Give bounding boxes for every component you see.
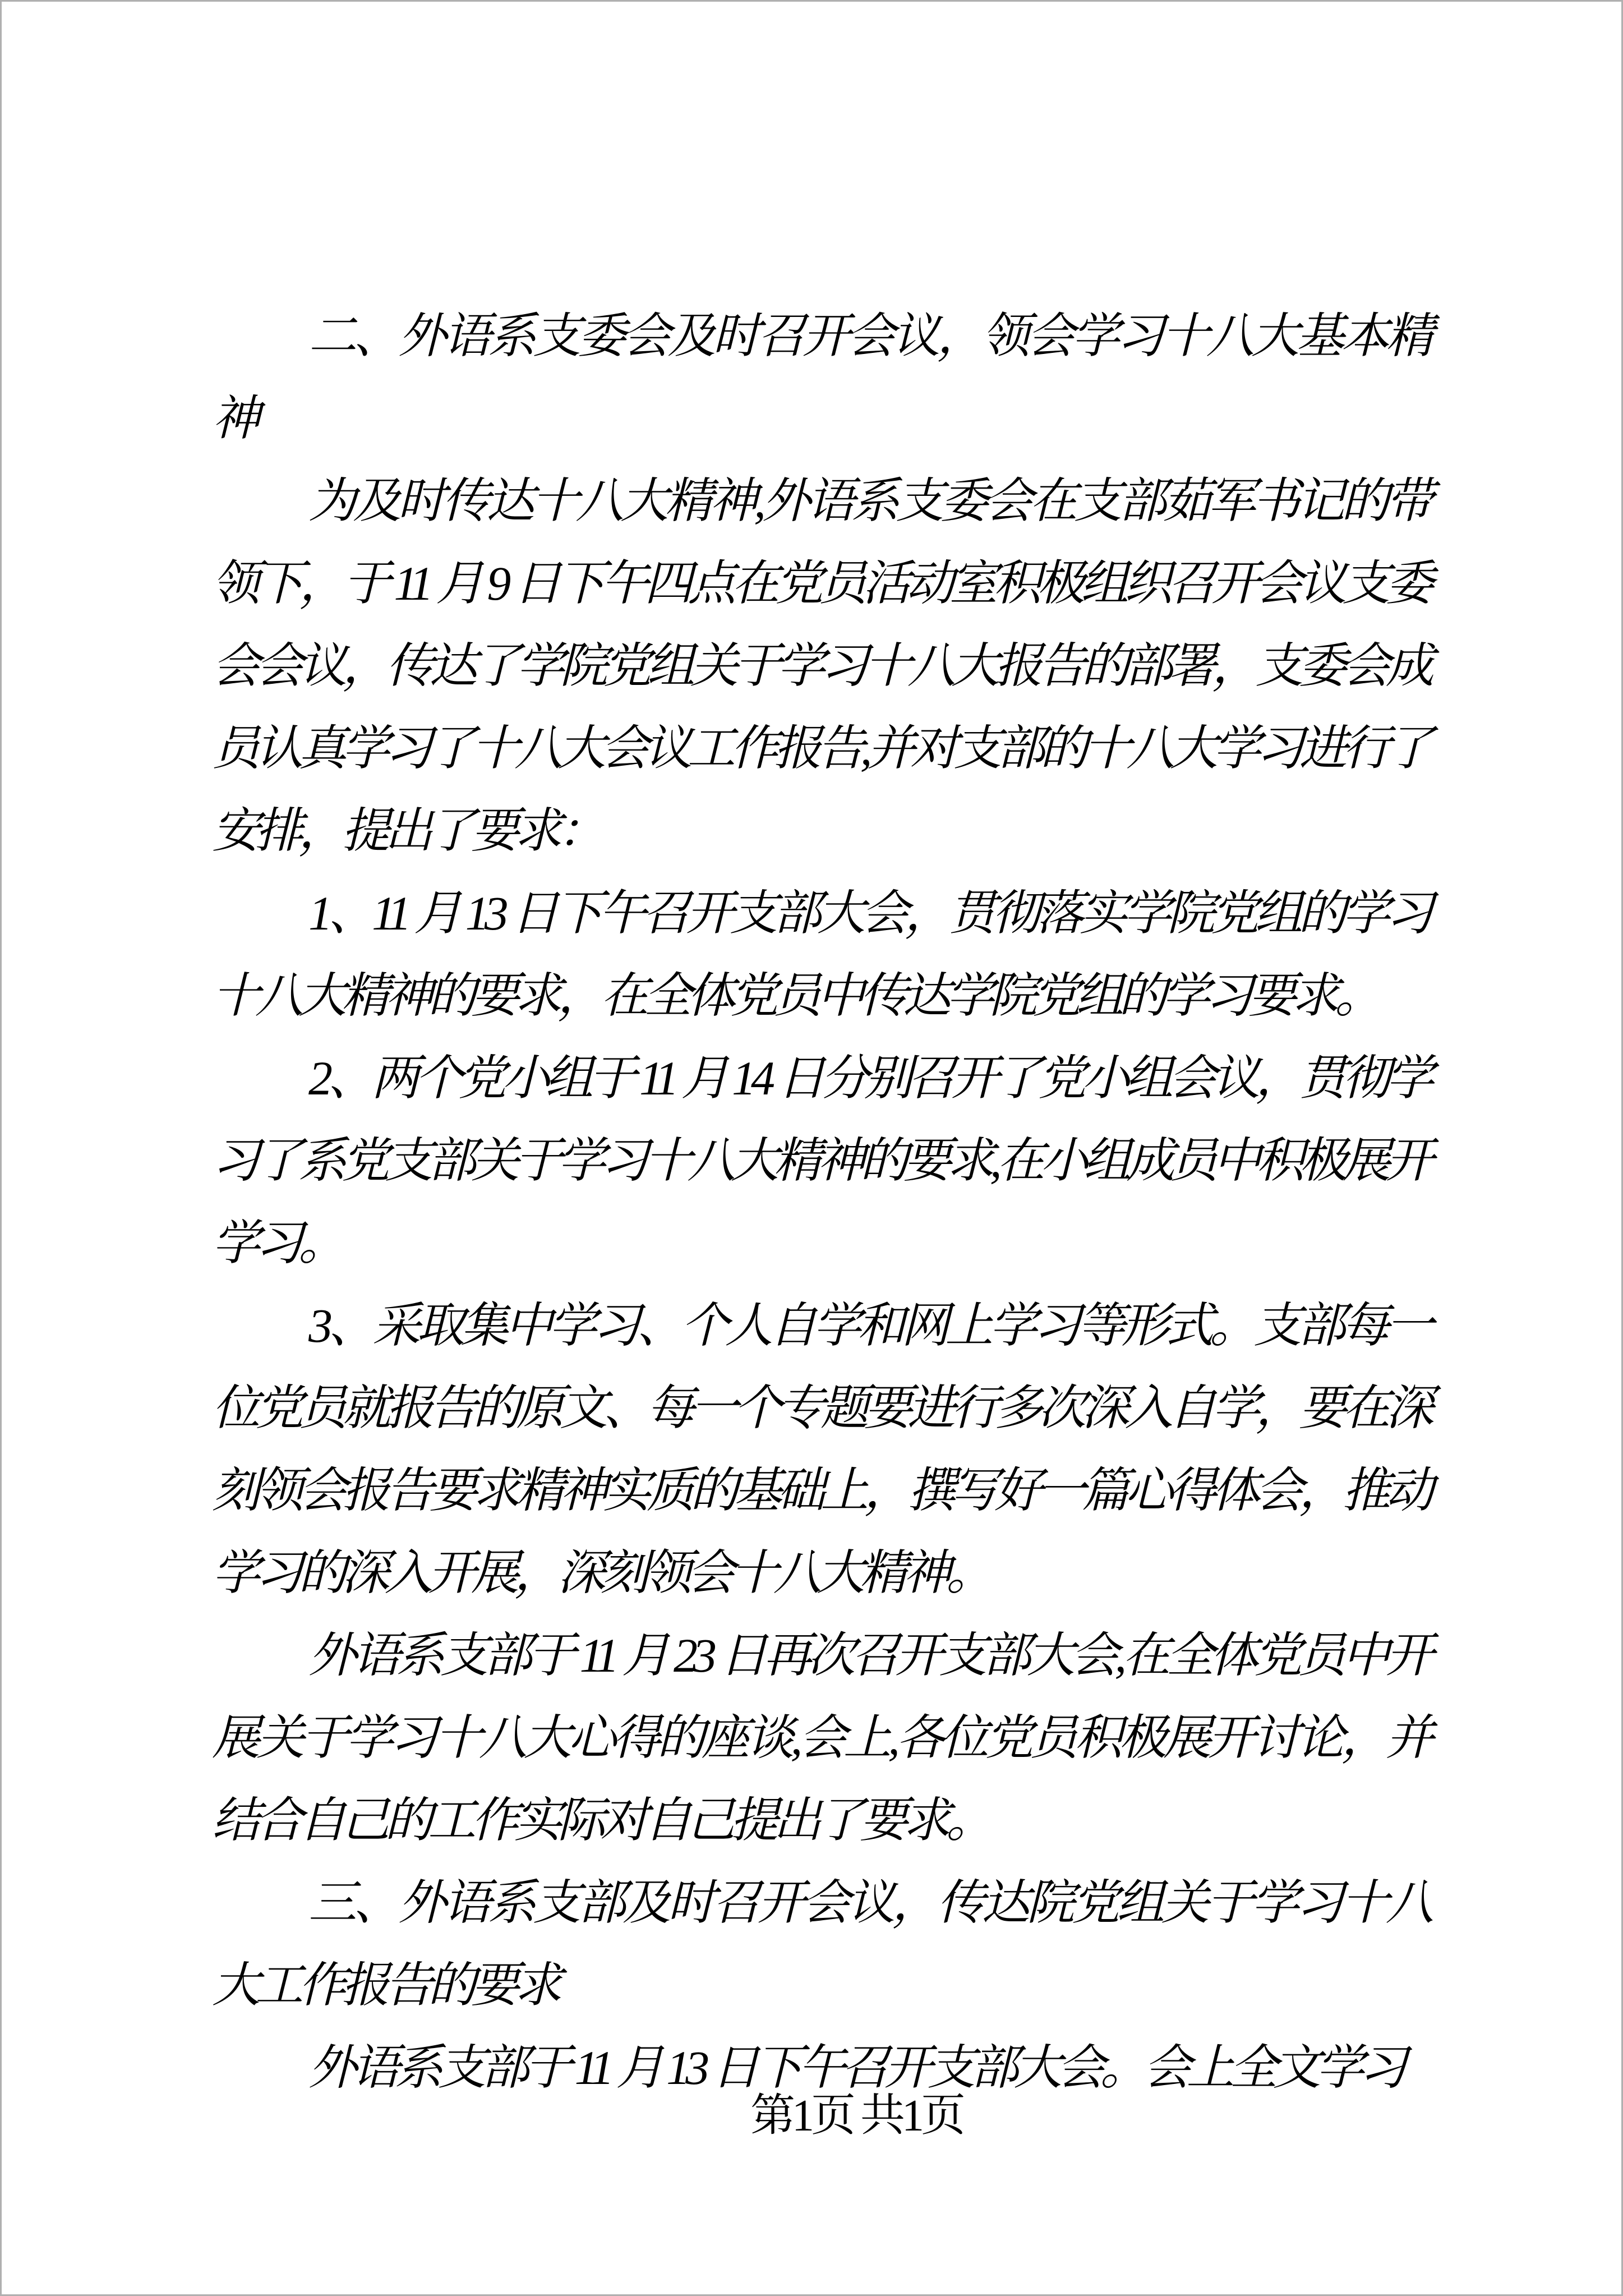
paragraph: 2、两个党小组于 11 月 14 日分别召开了党小组会议，贯彻学习了系党支部关于学习十八大精神的要求,在小组成员中积极展开学习。	[212, 1051, 1429, 1270]
page-footer	[90, 2091, 1623, 2141]
paragraph: 外语系支部于 11 月 23 日再次召开支部大会,在全体党员中开展关于学习十八大心得的座谈,会上,各位党员积极展开讨论，并结合自己的工作实际对自己提出了要求。	[212, 1628, 1429, 1847]
paragraph: 三、外语系支部及时召开会议，传达院党组关于学习十八大工作报告的要求	[212, 1876, 1429, 2012]
paragraph: 3、采取集中学习、个人自学和网上学习等形式。支部每一位党员就报告的原文、每一个专题要进行多次深入自学，要在深刻领会报告要求精神实质的基础上，撰写好一篇心得体会，推动学习的深入开展，深刻领会十八大精神。	[212, 1299, 1429, 1600]
document-body	[212, 295, 1429, 2109]
page-number-label: 第1页 共1页	[750, 2091, 962, 2141]
paragraph: 二、外语系支委会及时召开会议，领会学习十八大基本精神	[212, 309, 1429, 445]
paragraph: 1、11 月 13 日下午召开支部大会，贯彻落实学院党组的学习十八大精神的要求，在全体党员中传达学院党组的学习要求。	[212, 886, 1429, 1023]
paragraph: 外语系支部于 11 月 13 日下午召开支部大会。会上全文学习	[308, 2041, 1403, 2095]
paragraph: 为及时传达十八大精神,外语系支委会在支部茹军书记的带领下，于 11 月 9 日下午四点在党员活动室积极组织召开会议支委会会议，传达了学院党组关于学习十八大报告的部署，支委会成员认真学习了十八大会议工作报告,并对支部的十八大学习进行了安排，提出了要求：	[212, 474, 1429, 858]
